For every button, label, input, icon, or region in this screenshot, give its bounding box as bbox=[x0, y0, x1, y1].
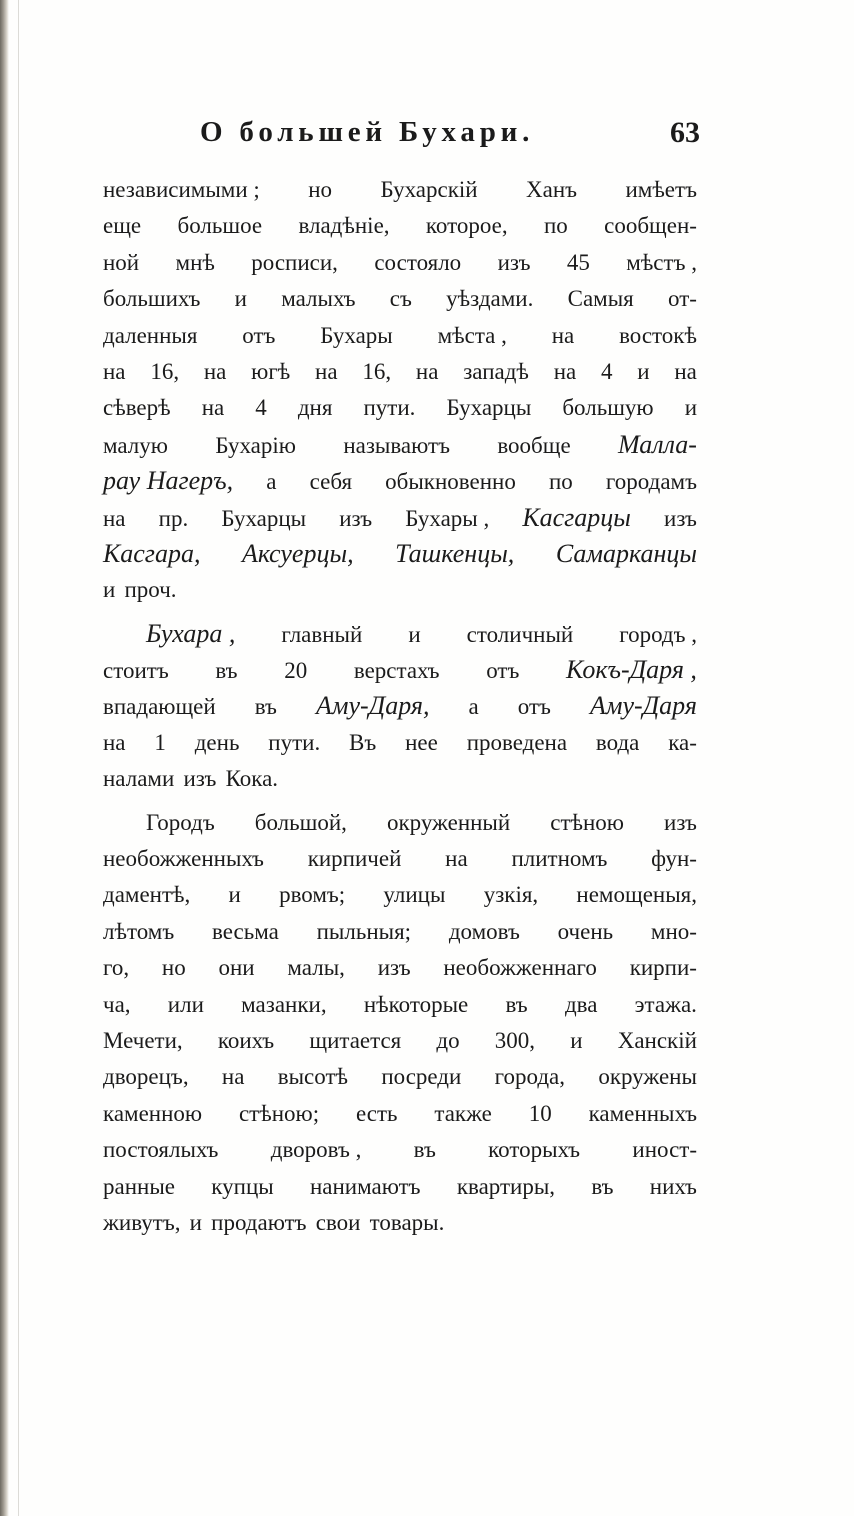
italic-word: Касгарцы bbox=[522, 502, 631, 532]
word: и bbox=[408, 621, 421, 647]
italic-word: Самарканцы bbox=[555, 538, 697, 568]
italic-word: Малла- bbox=[618, 429, 697, 459]
word: нихъ bbox=[649, 1173, 697, 1199]
word: малы, bbox=[287, 955, 345, 981]
word: они bbox=[218, 955, 255, 981]
text-line bbox=[103, 761, 697, 797]
italic-word: Бухара , bbox=[146, 618, 236, 648]
italic-word: Ташкенцы, bbox=[395, 538, 515, 568]
word: на bbox=[103, 505, 126, 531]
text-line bbox=[103, 572, 697, 608]
word: плитномъ bbox=[511, 846, 608, 872]
word: и bbox=[228, 882, 241, 908]
word: въ bbox=[215, 658, 238, 684]
word: высотѣ bbox=[277, 1064, 348, 1090]
word: изъ bbox=[664, 505, 697, 531]
word: въ bbox=[254, 694, 277, 720]
word: малую bbox=[103, 432, 168, 458]
word: состояло bbox=[374, 249, 462, 275]
word: на bbox=[203, 358, 227, 384]
word: пр. bbox=[158, 505, 189, 531]
word: ной bbox=[103, 249, 140, 275]
word: ка- bbox=[668, 729, 697, 755]
word: и bbox=[234, 286, 247, 312]
text-line bbox=[103, 463, 697, 499]
text-line bbox=[103, 172, 697, 208]
word: ранные bbox=[103, 1173, 175, 1199]
word: 4 bbox=[255, 395, 267, 421]
text-line bbox=[103, 1023, 697, 1059]
word: на bbox=[103, 358, 126, 384]
running-head bbox=[200, 112, 700, 152]
word: въ bbox=[505, 991, 528, 1017]
word: изъ bbox=[183, 766, 217, 792]
running-title: О большей Бухари. bbox=[200, 116, 535, 148]
word: и bbox=[189, 1209, 202, 1235]
page-binding-edge bbox=[0, 0, 9, 1516]
word: востокѣ bbox=[619, 322, 697, 348]
word: стѣною; bbox=[238, 1100, 320, 1126]
word: иност- bbox=[632, 1137, 697, 1163]
text-line bbox=[103, 354, 697, 390]
word: городъ , bbox=[619, 621, 697, 647]
word: еще bbox=[103, 213, 142, 239]
word: большихъ bbox=[103, 286, 201, 312]
word: мно- bbox=[650, 918, 697, 944]
word: на bbox=[221, 1064, 245, 1090]
word: нѣкоторые bbox=[363, 991, 469, 1017]
word: владѣніе, bbox=[298, 213, 390, 239]
paragraph bbox=[103, 805, 697, 1242]
word: до bbox=[436, 1027, 460, 1053]
word: отъ bbox=[517, 694, 551, 720]
word: изъ bbox=[497, 249, 531, 275]
word: Бухарію bbox=[215, 432, 296, 458]
word: мѣстъ , bbox=[626, 249, 697, 275]
word: Бухарскій bbox=[380, 177, 478, 202]
word: Самыя bbox=[567, 286, 634, 312]
word: большую bbox=[562, 395, 654, 421]
word: щитается bbox=[309, 1027, 402, 1053]
word: которыхъ bbox=[488, 1137, 581, 1163]
text-line bbox=[103, 987, 697, 1023]
word: каменною bbox=[103, 1100, 203, 1126]
word: день bbox=[194, 729, 240, 755]
text-line bbox=[103, 1205, 697, 1241]
word: Бухарцы bbox=[446, 395, 532, 421]
word: есть bbox=[355, 1100, 398, 1126]
word: отъ bbox=[242, 322, 276, 348]
text-line bbox=[103, 1096, 697, 1132]
word: налами bbox=[103, 766, 175, 792]
word: росписи, bbox=[251, 249, 338, 275]
word: окружены bbox=[598, 1064, 697, 1090]
word: на bbox=[415, 358, 439, 384]
body-text bbox=[103, 172, 697, 1241]
word: но bbox=[161, 955, 186, 981]
word: стѣною bbox=[550, 809, 624, 835]
italic-word: Аксуерцы, bbox=[241, 538, 354, 568]
word: главный bbox=[281, 621, 363, 647]
word: въ bbox=[413, 1137, 436, 1163]
word: ча, bbox=[103, 991, 131, 1017]
word: уѣздами. bbox=[446, 286, 534, 312]
word: въ bbox=[591, 1173, 614, 1199]
word: отъ bbox=[486, 658, 520, 684]
text-line bbox=[103, 536, 697, 572]
text-line bbox=[103, 208, 697, 244]
word: постоялыхъ bbox=[103, 1137, 219, 1163]
text-line bbox=[103, 500, 697, 536]
word: 20 bbox=[284, 658, 308, 684]
word: и bbox=[103, 577, 116, 603]
word: 1 bbox=[154, 729, 166, 755]
word: окруженный bbox=[386, 809, 511, 835]
word: на bbox=[551, 322, 575, 348]
italic-word: Касгара, bbox=[103, 538, 201, 568]
paragraph-gap bbox=[103, 609, 697, 616]
word: на bbox=[445, 846, 468, 872]
word: мазанки, bbox=[241, 991, 327, 1017]
word: посреди bbox=[381, 1064, 462, 1090]
word: товары. bbox=[369, 1209, 445, 1235]
word: а bbox=[468, 694, 479, 720]
word: обыкновенно bbox=[385, 469, 516, 495]
word: на bbox=[103, 729, 126, 755]
word: и bbox=[637, 358, 650, 384]
word: западѣ bbox=[463, 358, 529, 384]
word: себя bbox=[309, 469, 353, 495]
text-line bbox=[103, 841, 697, 877]
text-line bbox=[103, 616, 697, 652]
paragraph-gap bbox=[103, 798, 697, 805]
word: по bbox=[543, 213, 568, 239]
word: домовъ bbox=[448, 918, 520, 944]
page-number: 63 bbox=[670, 116, 700, 149]
word: 10 bbox=[528, 1100, 552, 1126]
text-line bbox=[103, 1059, 697, 1095]
word: проведена bbox=[466, 729, 568, 755]
word: впадающей bbox=[103, 694, 216, 720]
word: нанимаютъ bbox=[309, 1173, 421, 1199]
word: имѣетъ bbox=[625, 177, 697, 202]
word: кирпичей bbox=[307, 846, 402, 872]
word: называютъ bbox=[343, 432, 450, 458]
text-line bbox=[103, 281, 697, 317]
text-line bbox=[103, 390, 697, 426]
word: 16, bbox=[362, 358, 392, 384]
word: а bbox=[266, 469, 277, 495]
text-line bbox=[103, 652, 697, 688]
word: Бухары bbox=[320, 322, 393, 348]
word: коихъ bbox=[217, 1027, 275, 1053]
word: или bbox=[167, 991, 204, 1017]
word: необожженнаго bbox=[443, 955, 597, 981]
word: на bbox=[315, 358, 338, 384]
word: на bbox=[553, 358, 577, 384]
word: югѣ bbox=[251, 358, 291, 384]
word: Бухарцы bbox=[221, 505, 307, 531]
text-line bbox=[103, 877, 697, 913]
text-line bbox=[103, 805, 697, 841]
word: кирпи- bbox=[629, 955, 697, 981]
word: нее bbox=[405, 729, 438, 755]
text-line bbox=[103, 950, 697, 986]
word: пути. bbox=[268, 729, 321, 755]
text-line bbox=[103, 688, 697, 724]
text-line bbox=[103, 914, 697, 950]
word: мѣста , bbox=[437, 322, 507, 348]
word: фун- bbox=[651, 846, 697, 872]
word: и bbox=[684, 395, 697, 421]
italic-word: Аму-Даря, bbox=[315, 691, 430, 721]
paragraph bbox=[103, 172, 697, 609]
word: по bbox=[548, 469, 573, 495]
word: Ханскій bbox=[617, 1027, 697, 1053]
text-line bbox=[103, 1132, 697, 1168]
word: два bbox=[564, 991, 598, 1017]
word: но bbox=[308, 177, 333, 202]
word: и bbox=[570, 1027, 583, 1053]
word: продаютъ bbox=[211, 1209, 307, 1235]
word: вообще bbox=[497, 432, 571, 458]
word: которое, bbox=[425, 213, 508, 239]
word: столичный bbox=[466, 621, 574, 647]
word: Бухары , bbox=[405, 505, 490, 531]
word: даленныя bbox=[103, 322, 198, 348]
paragraph bbox=[103, 616, 697, 798]
word: дворовъ , bbox=[270, 1137, 362, 1163]
text-line bbox=[103, 1169, 697, 1205]
word: пыльныя; bbox=[316, 918, 412, 944]
word: Кока. bbox=[225, 766, 279, 792]
word: стоитъ bbox=[103, 658, 169, 684]
text-line bbox=[103, 427, 697, 463]
word: большой, bbox=[254, 809, 347, 835]
word: Въ bbox=[349, 729, 377, 755]
word: города, bbox=[494, 1064, 565, 1090]
word: малыхъ bbox=[281, 286, 356, 312]
word: пути. bbox=[363, 395, 416, 421]
text-line bbox=[103, 318, 697, 354]
word: узкія, bbox=[483, 882, 539, 908]
word: независимыми ; bbox=[103, 177, 260, 202]
word: сѣверѣ bbox=[103, 395, 171, 421]
word: также bbox=[434, 1100, 492, 1126]
word: немощеныя, bbox=[576, 882, 697, 908]
word: 45 bbox=[566, 249, 590, 275]
word: живутъ, bbox=[103, 1209, 181, 1235]
word: свои bbox=[315, 1209, 361, 1235]
word: очень bbox=[557, 918, 614, 944]
word: лѣтомъ bbox=[103, 918, 175, 944]
word: на bbox=[674, 358, 697, 384]
word: вода bbox=[595, 729, 640, 755]
word: необожженныхъ bbox=[103, 846, 264, 872]
page-fold-line bbox=[18, 0, 19, 1516]
word: рвомъ; bbox=[279, 882, 346, 908]
word: улицы bbox=[383, 882, 446, 908]
word: Городъ bbox=[146, 809, 215, 835]
word: городамъ bbox=[605, 469, 697, 495]
word: на bbox=[201, 395, 225, 421]
word: 16, bbox=[150, 358, 180, 384]
word: проч. bbox=[124, 577, 177, 603]
word: квартиры, bbox=[456, 1173, 556, 1199]
word: изъ bbox=[339, 505, 373, 531]
word: изъ bbox=[377, 955, 411, 981]
italic-word: Аму-Даря bbox=[589, 691, 697, 721]
italic-word: Кокъ-Даря , bbox=[566, 655, 697, 685]
word: даментѣ, bbox=[103, 882, 191, 908]
word: дня bbox=[297, 395, 333, 421]
text-line bbox=[103, 245, 697, 281]
word: 4 bbox=[601, 358, 613, 384]
word: Ханъ bbox=[526, 177, 578, 202]
word: изъ bbox=[664, 809, 697, 835]
word: каменныхъ bbox=[588, 1100, 697, 1126]
word: весьма bbox=[212, 918, 279, 944]
word: 300, bbox=[494, 1027, 536, 1053]
word: этажа. bbox=[634, 991, 697, 1017]
word: мнѣ bbox=[175, 249, 215, 275]
word: съ bbox=[389, 286, 412, 312]
word: верстахъ bbox=[353, 658, 440, 684]
italic-word: рау Нагеръ, bbox=[103, 466, 234, 496]
word: большое bbox=[177, 213, 263, 239]
word: дворецъ, bbox=[103, 1064, 189, 1090]
word: купцы bbox=[211, 1173, 274, 1199]
text-line bbox=[103, 725, 697, 761]
word: сообщен- bbox=[604, 213, 697, 239]
word: от- bbox=[668, 286, 697, 312]
word: го, bbox=[103, 955, 130, 981]
word: Мечети, bbox=[103, 1027, 183, 1053]
